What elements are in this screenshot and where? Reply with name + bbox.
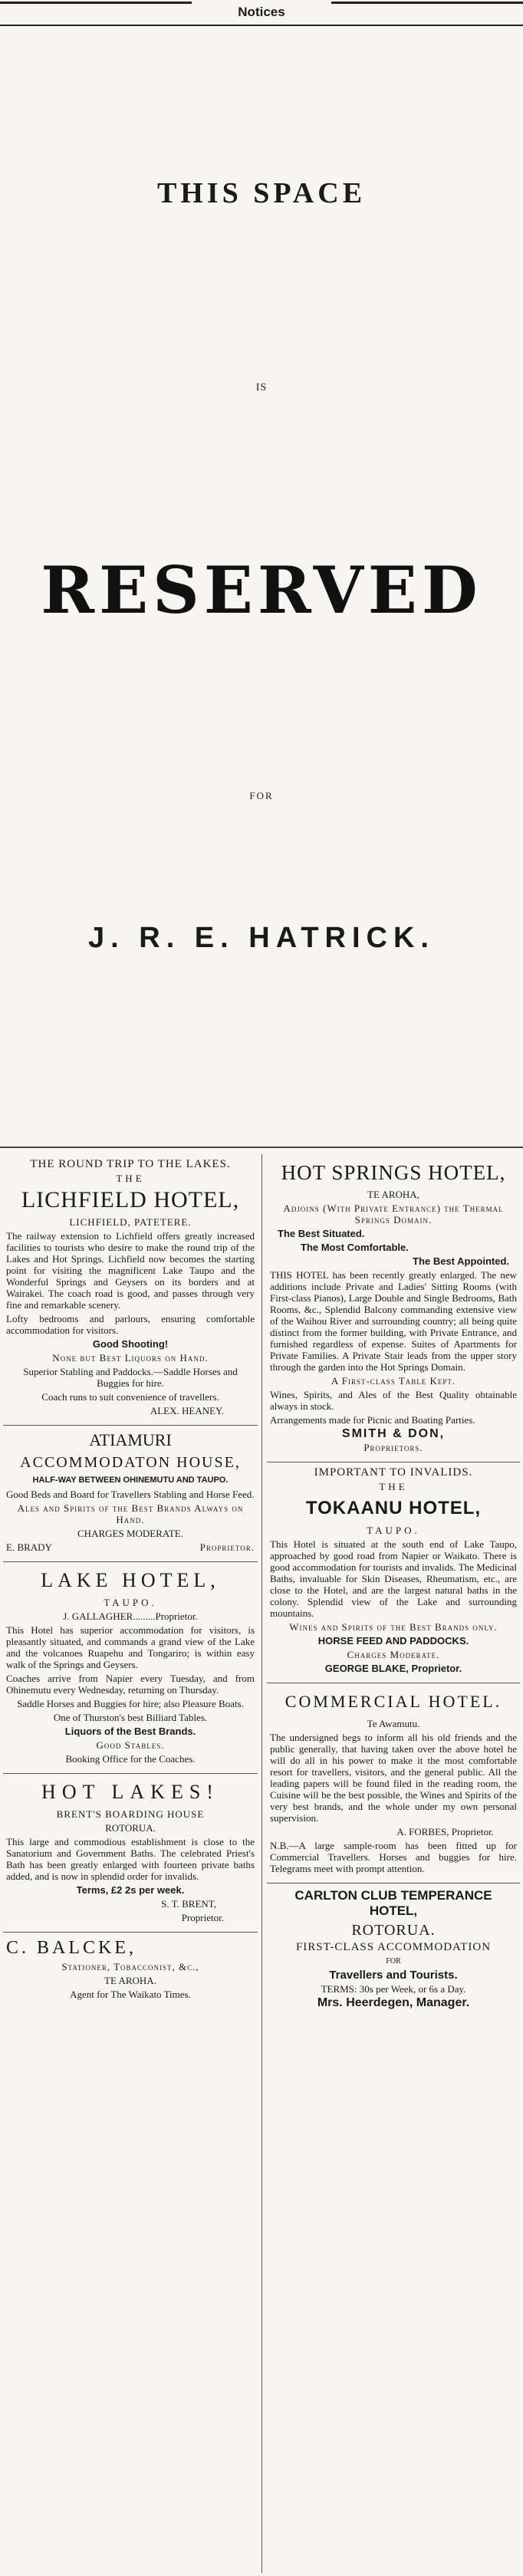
ad-body: THIS HOTEL has been recently greatly enlarged. The new additions include Private and Ladies' Sitting Rooms (with First-class Pianos), Large Double and Single Bedrooms, Bath Rooms, &c., Splendid Balcony commanding extensive view of the Waihou River and surrounding country; all being quite distinct from the former building, with Private Entrance, and furnished regardless of expense. Suites of Apartments for Private Families. A Private Stair leads from the upper story through the garden into the Hot Springs Domain. bbox=[270, 1269, 517, 1373]
ad-place: TAUPO. bbox=[367, 1525, 420, 1536]
ad-proprietor: ALEX. HEANEY. bbox=[150, 1405, 224, 1416]
ad-place: ROTORUA. bbox=[105, 1822, 156, 1834]
ad-proprietor-name: E. BRADY bbox=[6, 1541, 52, 1553]
reserve-line-reserved: RESERVED bbox=[41, 552, 482, 628]
ad-lichfield-hotel bbox=[3, 1154, 258, 1426]
ad-place: TE AROHA, bbox=[367, 1189, 419, 1200]
ad-lake-hotel bbox=[3, 1562, 258, 1774]
ad-proprietor-name: S. T. BRENT, bbox=[161, 1898, 216, 1910]
ad-liquors: None but Best Liquors on Hand. bbox=[52, 1352, 209, 1364]
ad-name: HOT LAKES! bbox=[41, 1781, 219, 1803]
ad-name: CARLTON CLUB TEMPERANCE HOTEL, bbox=[294, 1888, 492, 1918]
ad-for: FOR bbox=[386, 1957, 401, 1966]
ad-booking: Booking Office for the Coaches. bbox=[65, 1753, 196, 1765]
ad-terms: Terms, £2 2s per week. bbox=[76, 1884, 185, 1896]
ad-intro: THE ROUND TRIP TO THE LAKES. bbox=[30, 1158, 231, 1170]
ad-name: HOT SPRINGS HOTEL, bbox=[281, 1161, 506, 1184]
ad-balcke bbox=[3, 1933, 258, 2008]
reserve-line-this-space: THIS SPACE bbox=[156, 177, 367, 209]
ad-carlton-club bbox=[267, 1883, 520, 2017]
ad-body: This Hotel has superior accommodation for visitors, is pleasantly situated, and commands a grand view of the Lake and the volcanoes Ruapehu and Tongariro; is within easy walk of the Springs and Geysers. bbox=[6, 1624, 255, 1670]
ad-place: ROTORUA. bbox=[351, 1922, 436, 1939]
ad-hot-lakes bbox=[3, 1774, 258, 1933]
reserve-line-for: FOR bbox=[249, 790, 274, 801]
ad-coach: Coach runs to suit convenience of travellers. bbox=[41, 1391, 219, 1403]
ad-proprietors: SMITH & DON, bbox=[341, 1427, 446, 1440]
ad-charges: Charges Moderate. bbox=[347, 1649, 440, 1660]
right-column bbox=[267, 1154, 520, 2017]
ad-who: Travellers and Tourists. bbox=[329, 1969, 458, 1982]
ad-line: Stationer, Tobacconist, &c., bbox=[61, 1961, 199, 1972]
ad-agent: Agent for The Waikato Times. bbox=[70, 1989, 191, 2000]
ad-name: C. BALCKE, bbox=[6, 1938, 137, 1958]
ad-manager: Mrs. Heerdegen, Manager. bbox=[317, 1996, 470, 2009]
ad-body: This large and commodious establishment is close to the Sanatorium and Government Baths. The celebrated Priest's Bath has been greatly enlarged with fourteen private baths added, and is now in splendid order for invalids. bbox=[6, 1836, 255, 1882]
ad-table: A First-class Table Kept. bbox=[331, 1375, 456, 1387]
ad-terms: TERMS: 30s per Week, or 6s a Day. bbox=[321, 1983, 466, 1995]
header-rule-left bbox=[0, 2, 192, 4]
ad-body2: Lofty bedrooms and parlours, ensuring comfortable accommodation for visitors. bbox=[6, 1313, 255, 1336]
ad-stabling: Superior Stabling and Paddocks.—Saddle Horses and Buggies for hire. bbox=[23, 1366, 238, 1389]
page-header bbox=[0, 0, 523, 26]
ad-body: The railway extension to Lichfield offers greatly increased facilities to tourists who desire to make the round trip of the Lakes and Hot Springs. Lichfield now becomes the starting point for visiting the magnificent Lake Taupo and the Wonderful Springs and Geysers on its borders and at Wairakei. The coach road is good, and passes through very fine and remarkable scenery. bbox=[6, 1230, 255, 1311]
ad-best-3: The Best Appointed. bbox=[413, 1255, 509, 1267]
ad-stables: Good Stables. bbox=[96, 1739, 165, 1751]
header-rule-right bbox=[331, 2, 523, 4]
ad-name: TOKAANU HOTEL, bbox=[305, 1498, 482, 1518]
reserve-line-name: J. R. E. HATRICK. bbox=[88, 922, 435, 954]
ad-picnic: Arrangements made for Picnic and Boating Parties. bbox=[270, 1414, 475, 1426]
ad-beds: Good Beds and Board for Travellers Stabling and Horse Feed. bbox=[6, 1489, 255, 1500]
ad-body: The undersigned begs to inform all his old friends and the public generally, that having taken over the above hotel he will do all in his power to make it the most comfortable resort for travellers, visitors, and the general public. All the leading papers will be found filed in the reading room, the Cuisine will be the best possible, the Wines and Spirits of the very best brands, and the whole under my own personal supervision. bbox=[270, 1732, 517, 1824]
ad-place: TE AROHA. bbox=[104, 1975, 156, 1986]
reserve-line-is: IS bbox=[255, 382, 268, 393]
ad-name: COMMERCIAL HOTEL. bbox=[285, 1692, 502, 1711]
ad-proprietors-title: Proprietors. bbox=[363, 1442, 423, 1453]
ad-name-1: ATIAMURI bbox=[89, 1430, 172, 1449]
ad-ales: Ales and Spirits of the Best Brands Always on Hand. bbox=[17, 1502, 244, 1525]
ad-proprietor: A. FORBES, Proprietor. bbox=[396, 1826, 494, 1837]
ad-saddle: Saddle Horses and Buggies for hire; also Pleasure Boats. bbox=[17, 1698, 244, 1709]
ad-wines: Wines, Spirits, and Ales of the Best Quality obtainable always in stock. bbox=[270, 1389, 517, 1412]
ad-tokaanu-hotel bbox=[267, 1462, 520, 1683]
ad-proprietor-title: Proprietor. bbox=[181, 1912, 224, 1923]
ad-the: THE bbox=[379, 1481, 408, 1492]
ad-sub: HALF-WAY BETWEEN OHINEMUTU AND TAUPO. bbox=[32, 1476, 229, 1485]
ad-body: FIRST-CLASS ACCOMMODATION bbox=[295, 1941, 492, 1953]
ad-name: LAKE HOTEL, bbox=[41, 1569, 220, 1591]
ad-feed: HORSE FEED AND PADDOCKS. bbox=[317, 1635, 469, 1647]
ad-shooting: Good Shooting! bbox=[92, 1338, 169, 1350]
ad-place: Te Awamutu. bbox=[367, 1718, 420, 1729]
ad-nb: N.B.—A large sample-room has been fitted up for Commercial Travellers. Horses and buggies for hire. Telegrams meet with prompt attention. bbox=[270, 1840, 517, 1874]
ad-best-2: The Most Comfortable. bbox=[301, 1242, 409, 1253]
ad-proprietor: GEORGE BLAKE, Proprietor. bbox=[324, 1663, 462, 1674]
ad-coaches: Coaches arrive from Napier every Tuesday, and from Ohinemutu every Wednesday, returning on Thursday. bbox=[6, 1673, 255, 1696]
ad-proprietor: J. GALLAGHER.........Proprietor. bbox=[63, 1610, 198, 1622]
ad-liquors: Liquors of the Best Brands. bbox=[64, 1726, 196, 1737]
ad-intro: IMPORTANT TO INVALIDS. bbox=[314, 1466, 473, 1479]
ad-name: LICHFIELD HOTEL, bbox=[21, 1187, 240, 1212]
ad-charges: CHARGES MODERATE. bbox=[77, 1528, 183, 1539]
ad-hot-springs-hotel bbox=[267, 1154, 520, 1462]
ad-adjoins: Adjoins (With Private Entrance) the Thermal Springs Domain. bbox=[283, 1202, 504, 1225]
ad-body: This Hotel is situated at the south end of Lake Taupo, approached by good road from Napier or Waikato. There is good accommodation for tourists and invalids. The Medicinal Baths, invaluable for Skin Diseases, Rheumatism, etc., are close to the Hotel, and are the largest natural baths in the colony. Splendid view of the Lake and surrounding mountains. bbox=[270, 1538, 517, 1619]
ad-the: THE bbox=[116, 1173, 145, 1184]
ad-atiamuri-house bbox=[3, 1426, 258, 1562]
ad-proprietor-line bbox=[6, 1541, 255, 1553]
ad-sub: BRENT'S BOARDING HOUSE bbox=[56, 1808, 205, 1820]
section-title: Notices bbox=[238, 5, 285, 19]
ad-best-1: The Best Situated. bbox=[278, 1228, 365, 1239]
ad-billiard: One of Thurston's best Billiard Tables. bbox=[53, 1712, 208, 1723]
ad-commercial-hotel bbox=[267, 1683, 520, 1883]
ad-place: LICHFIELD, PATETERE. bbox=[69, 1216, 192, 1228]
ad-name-2: ACCOMMODATON HOUSE, bbox=[20, 1454, 241, 1471]
column-separator-top bbox=[0, 1147, 523, 1148]
ad-wines: Wines and Spirits of the Best Brands only. bbox=[289, 1621, 498, 1633]
left-column bbox=[3, 1154, 258, 2008]
ad-place: TAUPO. bbox=[104, 1597, 157, 1608]
ad-proprietor-title: Proprietor. bbox=[199, 1541, 255, 1553]
